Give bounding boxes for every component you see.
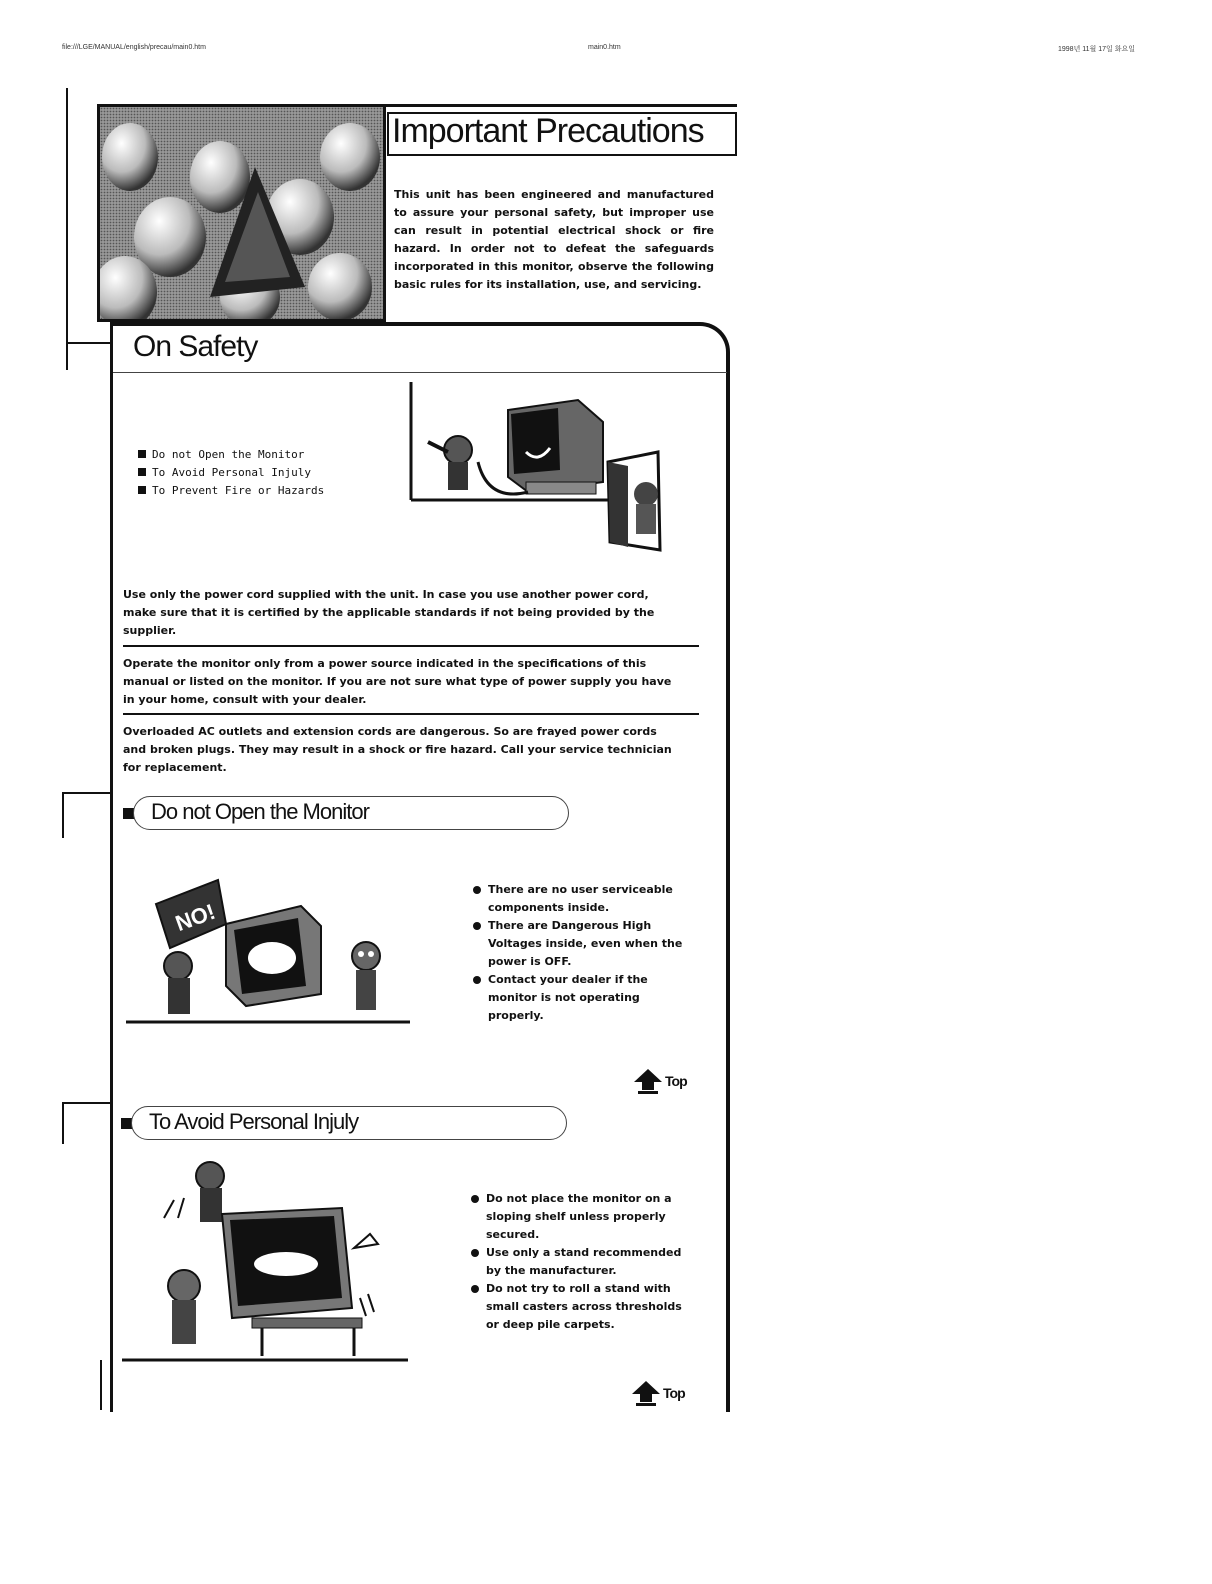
avoid-injury-illustration [122, 1158, 408, 1364]
left-margin-tick [62, 792, 64, 838]
safety-illustration [408, 382, 678, 552]
left-margin-tick [62, 792, 110, 794]
left-margin-tick [66, 342, 112, 344]
top-link[interactable] [633, 1068, 693, 1096]
top-link-label: Top [663, 1385, 685, 1401]
eggs-photo-icon [100, 107, 383, 319]
left-margin-tick [62, 1102, 64, 1144]
falling-monitor-cartoon-icon [122, 1158, 408, 1364]
left-margin-line [66, 88, 68, 370]
avoid-injury-bullets [468, 1190, 690, 1334]
left-margin-tick [100, 1360, 102, 1410]
square-bullet-icon [138, 450, 146, 458]
safety-paragraph-3: Overloaded AC outlets and extension cords are dangerous. So are frayed power cords and broken plugs. They may result in a shock or fire hazard. Call your service technician for replacement. [123, 725, 672, 774]
no-sign-cartoon-icon [126, 876, 410, 1028]
section-title-avoid-injury: To Avoid Personal Injuly [149, 1109, 359, 1134]
header-file: main0.htm [588, 44, 621, 51]
top-link[interactable] [631, 1380, 691, 1408]
square-bullet-icon [138, 468, 146, 476]
bullet-item: There are no user serviceable components inside. [470, 881, 692, 917]
header-date: 1998년 11월 17일 화요일 [1058, 46, 1136, 53]
bullet-item: Contact your dealer if the monitor is not operating properly. [470, 971, 692, 1025]
header-path: file:///LGE/MANUAL/english/precau/main0.htm [62, 44, 206, 51]
bullet-item: There are Dangerous High Voltages inside, even when the power is OFF. [470, 917, 692, 971]
safety-topics-list [138, 446, 324, 500]
top-link-label: Top [665, 1073, 687, 1089]
no-sign-text: NO! [171, 898, 219, 937]
bullet-item: Do not place the monitor on a sloping shelf unless properly secured. [468, 1190, 690, 1244]
separator [123, 713, 699, 715]
safety-topic-item[interactable]: To Prevent Fire or Hazards [138, 482, 324, 500]
do-not-open-bullets [470, 881, 692, 1025]
intro-text: This unit has been engineered and manufactured to assure your personal safety, but improper use can result in potential electrical shock or fire hazard. In order not to defeat the safeguards incorporated in this monitor, observe the following basic rules for its installation, use, and servicing. [394, 188, 714, 291]
section-title-do-not-open: Do not Open the Monitor [151, 799, 369, 824]
up-arrow-icon [631, 1380, 661, 1406]
up-arrow-icon [633, 1068, 663, 1094]
safety-topic-item[interactable]: To Avoid Personal Injuly [138, 464, 324, 482]
bullet-item: Do not try to roll a stand with small casters across thresholds or deep pile carpets. [468, 1280, 690, 1334]
safety-paragraph-2: Operate the monitor only from a power source indicated in the specifications of this manual or listed on the monitor. If you are not sure what type of power supply you have in your home, consult with your dealer. [123, 657, 672, 706]
left-margin-tick [62, 1102, 110, 1104]
separator [123, 645, 699, 647]
page-title: Important Precautions [392, 112, 704, 150]
section-rule [113, 372, 727, 373]
monitor-cartoon-icon [408, 382, 678, 552]
do-not-open-illustration [126, 876, 410, 1028]
bullet-item: Use only a stand recommended by the manufacturer. [468, 1244, 690, 1280]
section-title-on-safety: On Safety [133, 330, 258, 363]
hero-photo [97, 104, 386, 322]
safety-topic-item[interactable]: Do not Open the Monitor [138, 446, 324, 464]
safety-paragraph-1: Use only the power cord supplied with the unit. In case you use another power cord, make sure that it is certified by the applicable standards if not being provided by the supplier. [123, 588, 655, 637]
square-bullet-icon [138, 486, 146, 494]
